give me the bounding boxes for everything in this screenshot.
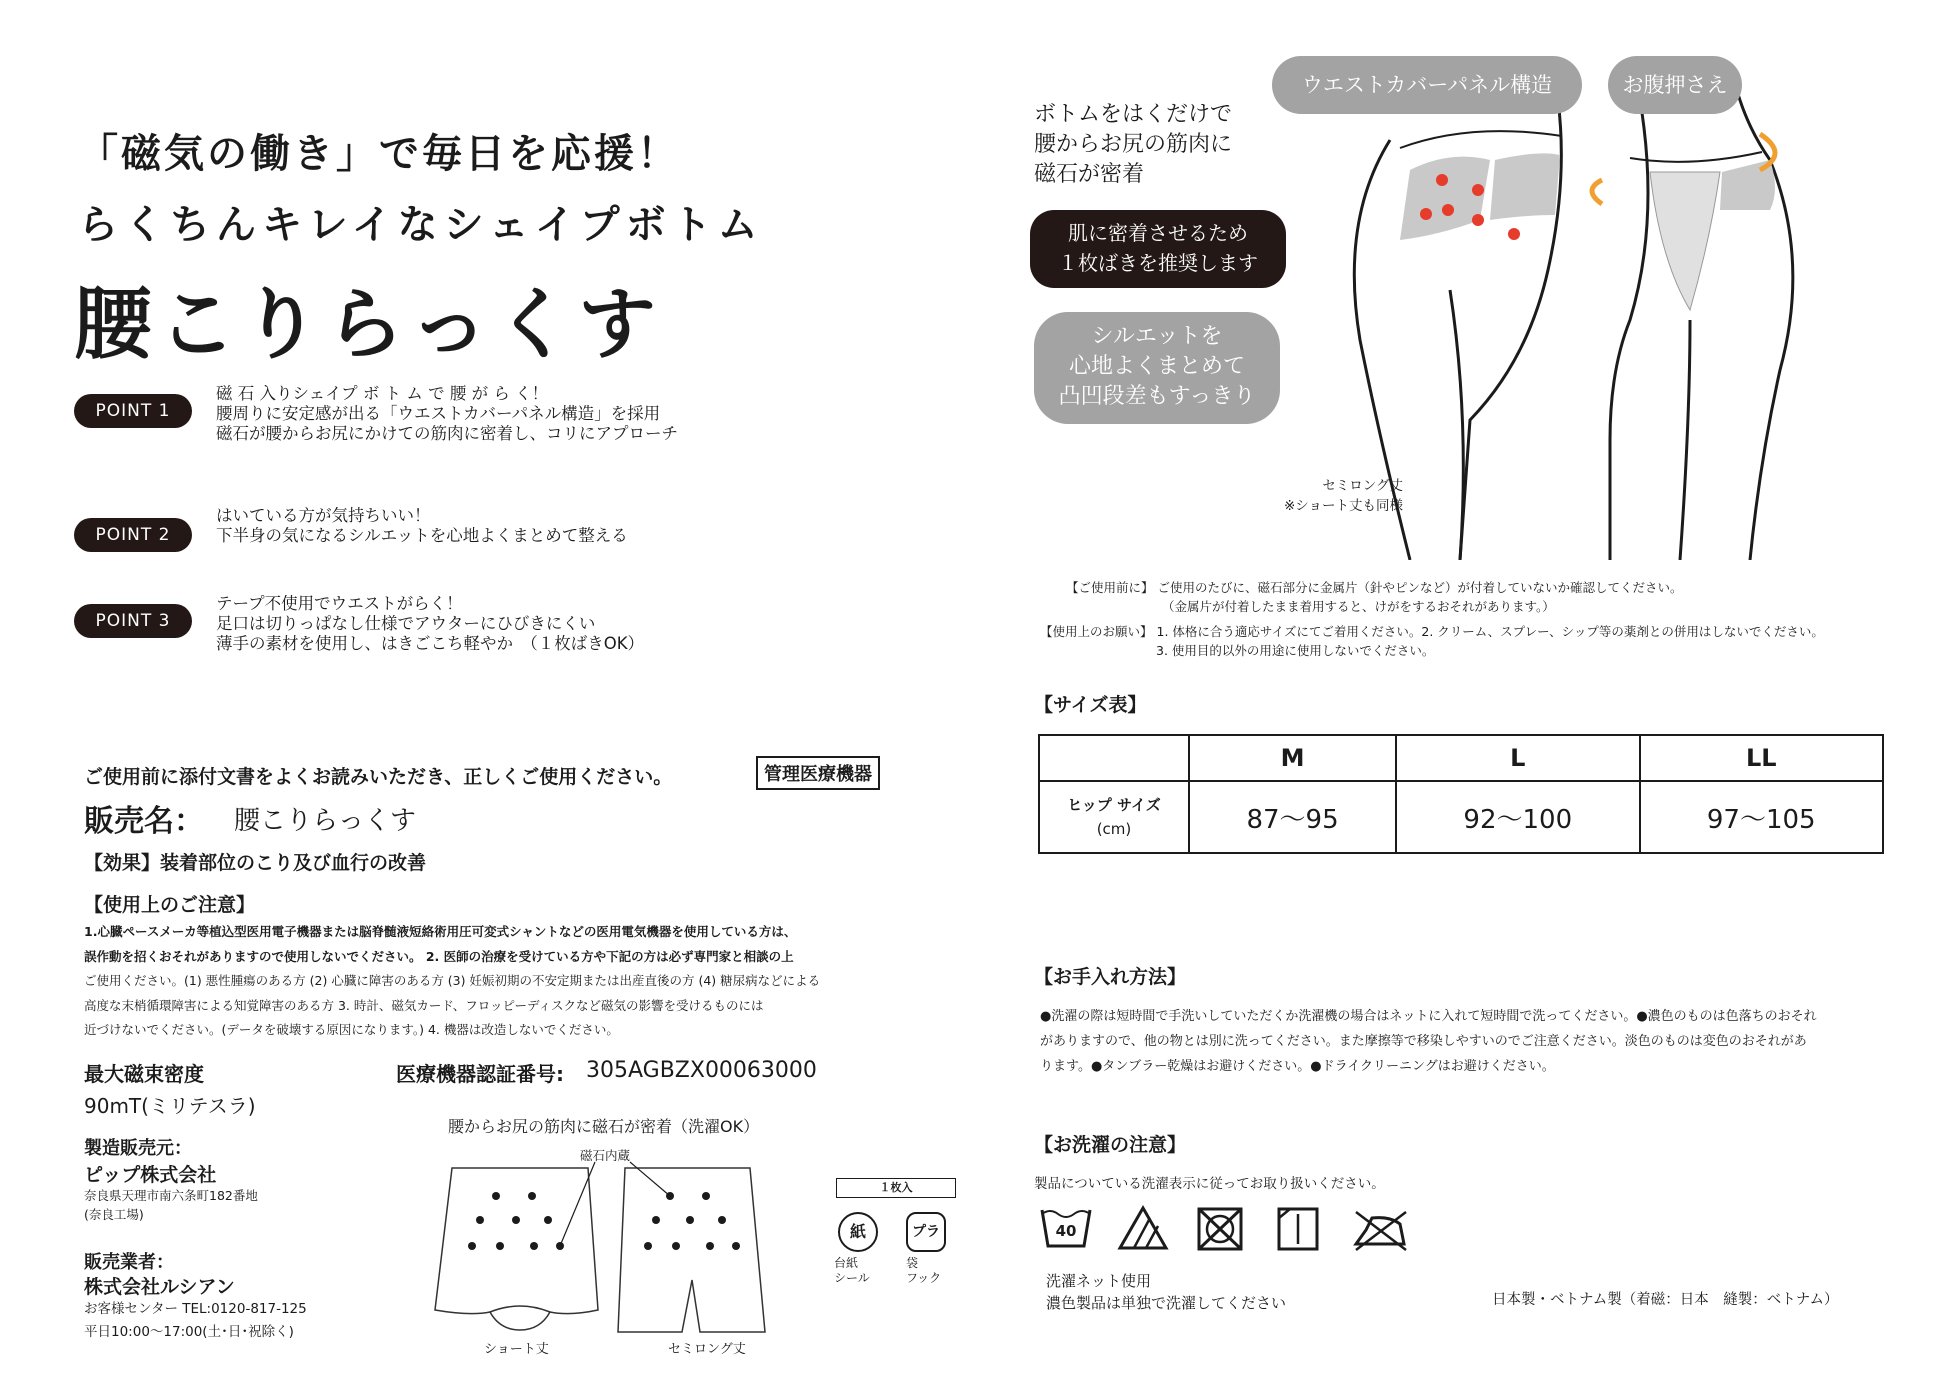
wash-subtitle: 製品についている洗濯表示に従ってお取り扱いください。 <box>1034 1176 1385 1192</box>
single-wear-bubble: 肌に密着させるため １枚ばきを推奨します <box>1030 210 1286 288</box>
care-title: 【お手入れ方法】 <box>1034 966 1187 988</box>
point-1-badge: POINT 1 <box>74 394 192 428</box>
size-title: 【サイズ表】 <box>1034 694 1147 716</box>
flux-value: 90mT(ミリテスラ) <box>84 1094 256 1118</box>
size-header-m: M <box>1189 735 1396 781</box>
maker-name: ピップ株式会社 <box>84 1164 217 1186</box>
point-3-text: テープ不使用でウエストがらく！ 足口は切りっぱなし仕様でアウターにひびきにくい 薄手の素材を使用し、はきごこち軽やか （１枚ばきOK） <box>216 594 645 653</box>
paper-recycle-icon: 紙 <box>838 1212 878 1252</box>
recycle-label-1: 台紙 シール <box>834 1256 870 1285</box>
maker-address: 奈良県天理市南六条町182番地 (奈良工場) <box>84 1188 258 1222</box>
diagram-caption: 腰からお尻の筋肉に磁石が密着（洗濯OK） <box>448 1117 760 1136</box>
semilong-label: セミロング丈 <box>668 1342 746 1357</box>
hip-size-label: ヒップ サイズ (cm) <box>1039 781 1189 853</box>
no-tumble-dry-icon <box>1196 1206 1244 1252</box>
seller-contact: お客様センター TEL:0120-817-125 平日10:00～17:00(土･日･祝除く) <box>84 1301 307 1340</box>
semilong-garment-drawing <box>618 1168 765 1332</box>
caution-body: 1.心臓ペースメーカ等植込型医用電子機器または脳脊髄液短絡術用圧可変式シャントなどの医用電気機器を使用している方は、 誤作動を招くおそれがありますので使用しないでください。 2. 医師の治療を受けている方や下記の方は必ず専門家と相談の上 ご使用ください。(1) 悪性腫瘍のある方 (2) 心臓に障害のある方 (3) 妊娠初期の不安定期または出産直後の方 (4) 糖尿病などによる 高度な末梢循環障害による知覚障害のある方 3. 時計、磁気カード、フロッピーディスクなど磁気の影響を受けるものには 近づけないでください。(データを破壊する原因になります。) 4. 機器は改造しないでください。 <box>84 924 821 1037</box>
plastic-recycle-icon: プラ <box>906 1212 946 1252</box>
wash-notes: 洗濯ネット使用 濃色製品は単独で洗濯してください <box>1046 1272 1287 1312</box>
usage-request-note: 【使用上のお願い】 1. 体格に合う適応サイズにてご着用ください。2. クリーム、スプレー、シップ等の薬剤との併用はしないでください。 3. 使用目的以外の用途に使用しないでください。 <box>1040 624 1824 658</box>
line-dry-icon <box>1276 1206 1320 1252</box>
belly-bubble: お腹押さえ <box>1608 56 1742 114</box>
magnet-note: ボトムをはくだけで 腰からお尻の筋肉に 磁石が密着 <box>1034 102 1233 187</box>
size-table <box>1038 734 1884 854</box>
cert-label: 医療機器認証番号: <box>396 1062 564 1086</box>
short-label: ショート丈 <box>484 1342 549 1357</box>
short-garment-drawing <box>435 1168 598 1330</box>
waist-panel-right <box>1490 153 1560 220</box>
silhouette-bubble: シルエットを 心地よくまとめて 凸凹段差もすっきり <box>1034 312 1280 424</box>
seller-name: 株式会社ルシアン <box>84 1276 235 1298</box>
recycle-label-2: 袋 フック <box>906 1256 942 1285</box>
flux-label: 最大磁束密度 <box>84 1062 204 1086</box>
size-value-m: 87～95 <box>1189 781 1396 853</box>
size-header-ll: LL <box>1640 735 1883 781</box>
size-value-ll: 97～105 <box>1640 781 1883 853</box>
before-use-note: 【ご使用前に】 ご使用のたびに、磁石部分に金属片（針やピンなど）が付着していないか確認してください。 （金属片が付着したまま着用すると、けがをするおそれがあります。） <box>1066 580 1683 614</box>
magnet-label: 磁石内蔵 <box>580 1148 631 1163</box>
wash-tub-icon: 40 <box>1040 1206 1092 1250</box>
size-header-l: L <box>1396 735 1639 781</box>
point-2-badge: POINT 2 <box>74 518 192 552</box>
cert-value: 305AGBZX00063000 <box>586 1058 817 1083</box>
magnet-dots <box>468 1192 740 1250</box>
no-iron-icon <box>1350 1206 1410 1252</box>
size-value-l: 92～100 <box>1396 781 1639 853</box>
point-2-text: はいている方が気持ちいい！ 下半身の気になるシルエットを心地よくまとめて整える <box>216 506 628 545</box>
point-3-badge: POINT 3 <box>74 604 192 638</box>
belly-panel <box>1650 172 1720 310</box>
waist-panel-bubble: ウエストカバーパネル構造 <box>1272 56 1582 114</box>
maker-label: 製造販売元： <box>84 1138 192 1159</box>
length-note: セミロング丈 ※ショート丈も同様 <box>1284 478 1404 514</box>
waist-panel-left <box>1400 157 1490 240</box>
product-title: 腰こりらっくす <box>74 280 663 370</box>
origin-text: 日本製・ベトナム製（着磁：日本 縫製：ベトナム） <box>1492 1292 1839 1308</box>
device-class-badge: 管理医療機器 <box>756 756 880 790</box>
subheadline: らくちんキレイなシェイプボトム <box>78 202 764 248</box>
sales-name-value: 腰こりらっくす <box>234 806 417 836</box>
size-table-corner <box>1039 735 1189 781</box>
seller-label: 販売業者： <box>84 1252 174 1273</box>
headline: 「磁気の働き」で毎日を応援！ <box>78 131 680 177</box>
sales-name-label: 販売名： <box>84 804 204 839</box>
caution-title: 【使用上のご注意】 <box>84 894 256 916</box>
arrow-left-icon <box>1592 180 1602 204</box>
garment-diagrams <box>430 1160 770 1336</box>
no-bleach-icon <box>1116 1204 1170 1252</box>
point-1-text: 磁 石 入りシェイプ ボ ト ム で 腰 が ら く！ 腰周りに安定感が出る「ウエストカバーパネル構造」を採用 磁石が腰からお尻にかけての筋肉に密着し、コリにアプローチ <box>216 384 678 443</box>
care-body: ●洗濯の際は短時間で手洗いしていただくか洗濯機の場合はネットに入れて短時間で洗ってください。●濃色のものは色落ちのおそれ がありますので、他の物とは別に洗ってください。また摩擦等で移染しやすいのでご注意ください。淡色のものは変色のおそれがあ ります。●タンブラー乾燥はお避けください。●ドライクリーニングはお避けください。 <box>1040 1009 1817 1074</box>
read-notice: ご使用前に添付文書をよくお読みいただき、正しくご使用ください。 <box>84 766 673 788</box>
effect-text: 【効果】装着部位のこり及び血行の改善 <box>84 852 427 874</box>
wash-title: 【お洗濯の注意】 <box>1034 1134 1187 1156</box>
quantity-label: １枚入 <box>836 1178 956 1198</box>
